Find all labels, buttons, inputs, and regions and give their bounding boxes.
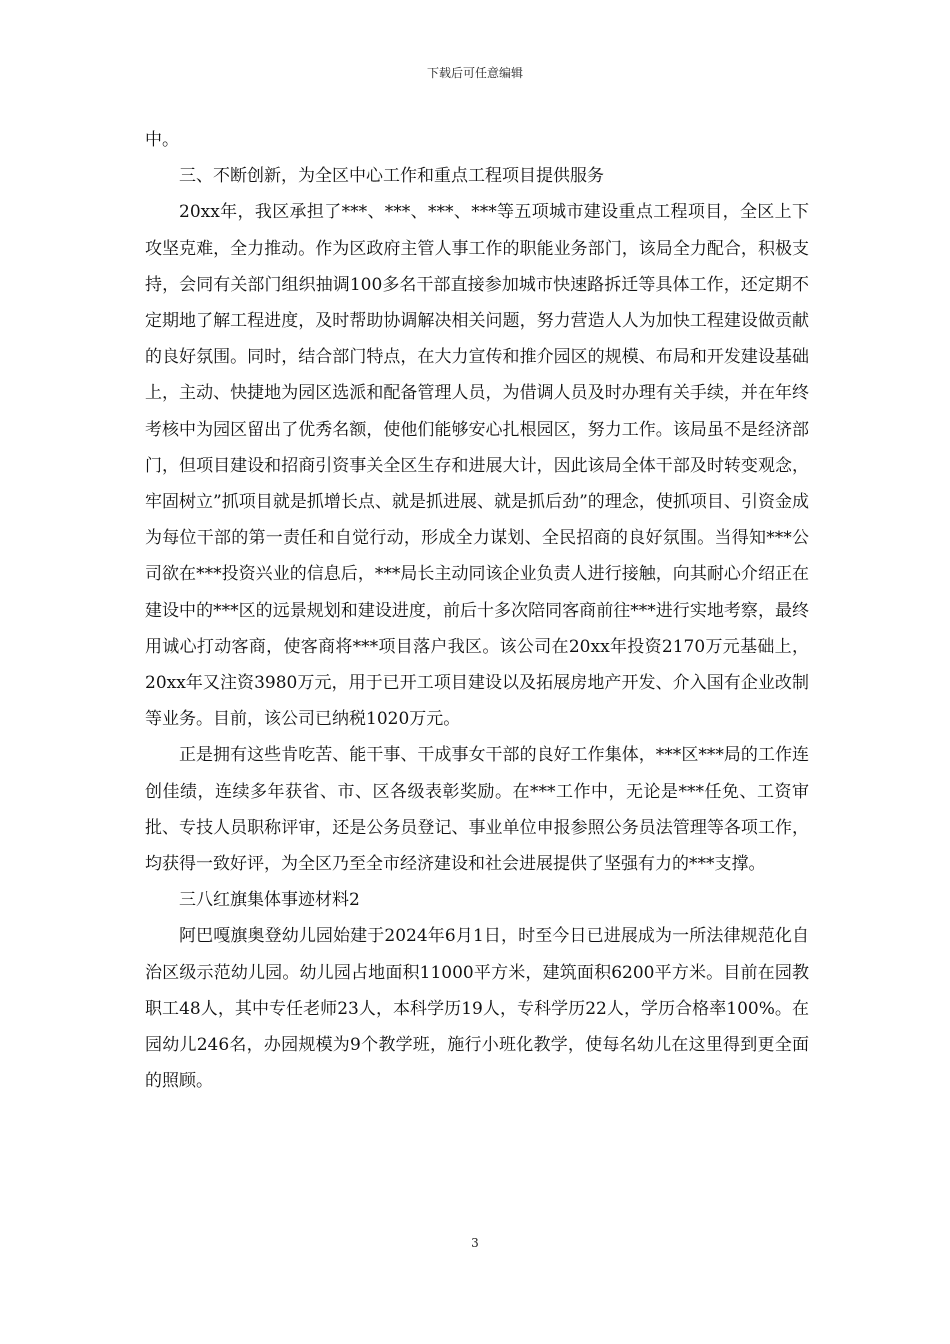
material-title: 三八红旗集体事迹材料2: [179, 890, 360, 911]
document-body: [145, 122, 809, 1099]
paragraph-projects: 20xx年，我区承担了***、***、***、***等五项城市建设重点工程项目，全区上下攻坚克难，全力推动。作为区政府主管人事工作的职能业务部门，该局全力配合，积极支持，会同有关部门组织抽调100多名干部直接参加城市快速路拆迁等具体工作，还定期不定期地了解工程进度，及时帮助协调解决相关问题，努力营造人人为加快工程建设做贡献的良好氛围。同时，结合部门特点，在大力宣传和推介园区的规模、布局和开发建设基础上，主动、快捷地为园区选派和配备管理人员，为借调人员及时办理有关手续，并在年终考核中为园区留出了优秀名额，使他们能够安心扎根园区，努力工作。该局虽不是经济部门，但项目建设和招商引资事关全区生存和进展大计，因此该局全体干部及时转变观念，牢固树立”抓项目就是抓增长点、就是抓进展、就是抓后劲”的理念，使抓项目、引资金成为每位干部的第一责任和自觉行动，形成全力谋划、全民招商的良好氛围。当得知***公司欲在***投资兴业的信息后，***局长主动同该企业负责人进行接触，向其耐心介绍正在建设中的***区的远景规划和建设进度，前后十多次陪同客商前往***进行实地考察，最终用诚心打动客商，使客商将***项目落户我区。该公司在20xx年投资2170万元基础上，20xx年又注资3980万元，用于已开工项目建设以及拓展房地产开发、介入国有企业改制等业务。目前，该公司已纳税1020万元。: [145, 202, 809, 730]
paragraph-continuation: 中。: [145, 130, 179, 150]
section-heading: 三、不断创新，为全区中心工作和重点工程项目提供服务: [179, 166, 604, 187]
paragraph-kindergarten: 阿巴嘎旗奥登幼儿园始建于2024年6月1日，时至今日已进展成为一所法律规范化自治区级示范幼儿园。幼儿园占地面积11000平方米，建筑面积6200平方米。目前在园教职工48人，其中专任老师23人，本科学历19人，专科学历22人，学历合格率100%。在园幼儿246名，办园规模为9个教学班，施行小班化教学，使每名幼儿在这里得到更全面的照顾。: [145, 926, 809, 1092]
page-number: 3: [471, 1236, 479, 1250]
paragraph-achievements: 正是拥有这些肯吃苦、能干事、干成事女干部的良好工作集体，***区***局的工作连创佳绩，连续多年获省、市、区各级表彰奖励。在***工作中，无论是***任免、工资审批、专技人员职称评审，还是公务员登记、事业单位申报参照公务员法管理等各项工作，均获得一致好评，为全区乃至全市经济建设和社会进展提供了坚强有力的***支撑。: [145, 745, 809, 875]
page-header: 下载后可任意编辑: [426, 66, 523, 80]
